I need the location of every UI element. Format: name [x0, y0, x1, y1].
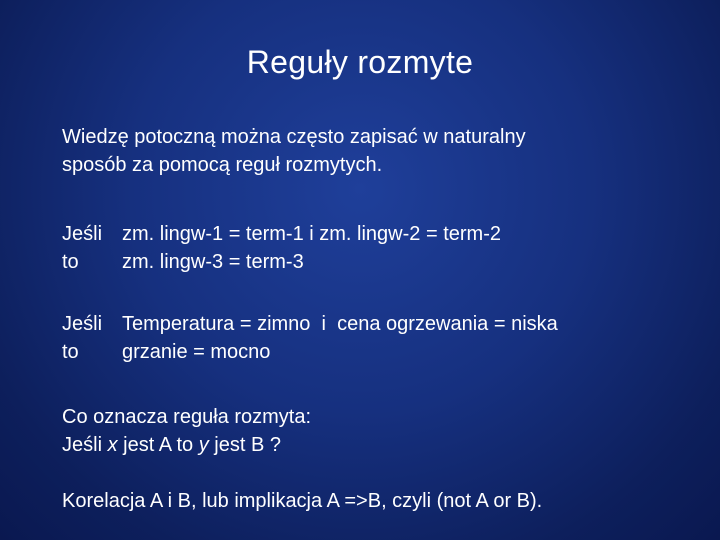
if-keyword: Jeśli: [62, 223, 103, 245]
question-line-2: [62, 431, 311, 459]
variable-y: y: [198, 434, 209, 456]
question-mid: jest A to: [117, 434, 199, 456]
example-rule-if-line: [62, 310, 558, 338]
generic-rule-then-line: [62, 248, 501, 276]
conclusion-paragraph: [62, 487, 542, 515]
question-suffix: jest B ?: [208, 434, 282, 456]
intro-line-2: sposób za pomocą reguł rozmytych.: [62, 154, 383, 176]
example-rule-condition: Temperatura = zimno i cena ogrzewania = niska: [122, 313, 558, 335]
generic-rule-if-line: [62, 220, 501, 248]
generic-rule: [62, 220, 501, 276]
intro-line-1: Wiedzę potoczną można często zapisać w naturalny: [62, 126, 526, 148]
slide-title: Reguły rozmyte: [246, 44, 474, 80]
example-rule: [62, 310, 558, 366]
example-rule-then-line: [62, 338, 558, 366]
example-rule-conclusion: grzanie = mocno: [122, 341, 271, 363]
intro-paragraph: [62, 123, 526, 179]
variable-x: x: [107, 434, 118, 456]
if-keyword: Jeśli: [62, 313, 103, 335]
then-keyword: to: [62, 341, 79, 363]
question-paragraph: [62, 403, 311, 459]
conclusion-line: Korelacja A i B, lub implikacja A =>B, czyli (not A or B).: [62, 490, 543, 512]
question-prefix: Jeśli: [62, 434, 108, 456]
question-line-1: Co oznacza reguła rozmyta:: [62, 406, 312, 428]
then-keyword: to: [62, 251, 79, 273]
generic-rule-conclusion: zm. lingw-3 = term-3: [122, 251, 304, 273]
generic-rule-condition: zm. lingw-1 = term-1 i zm. lingw-2 = term-2: [122, 223, 501, 245]
